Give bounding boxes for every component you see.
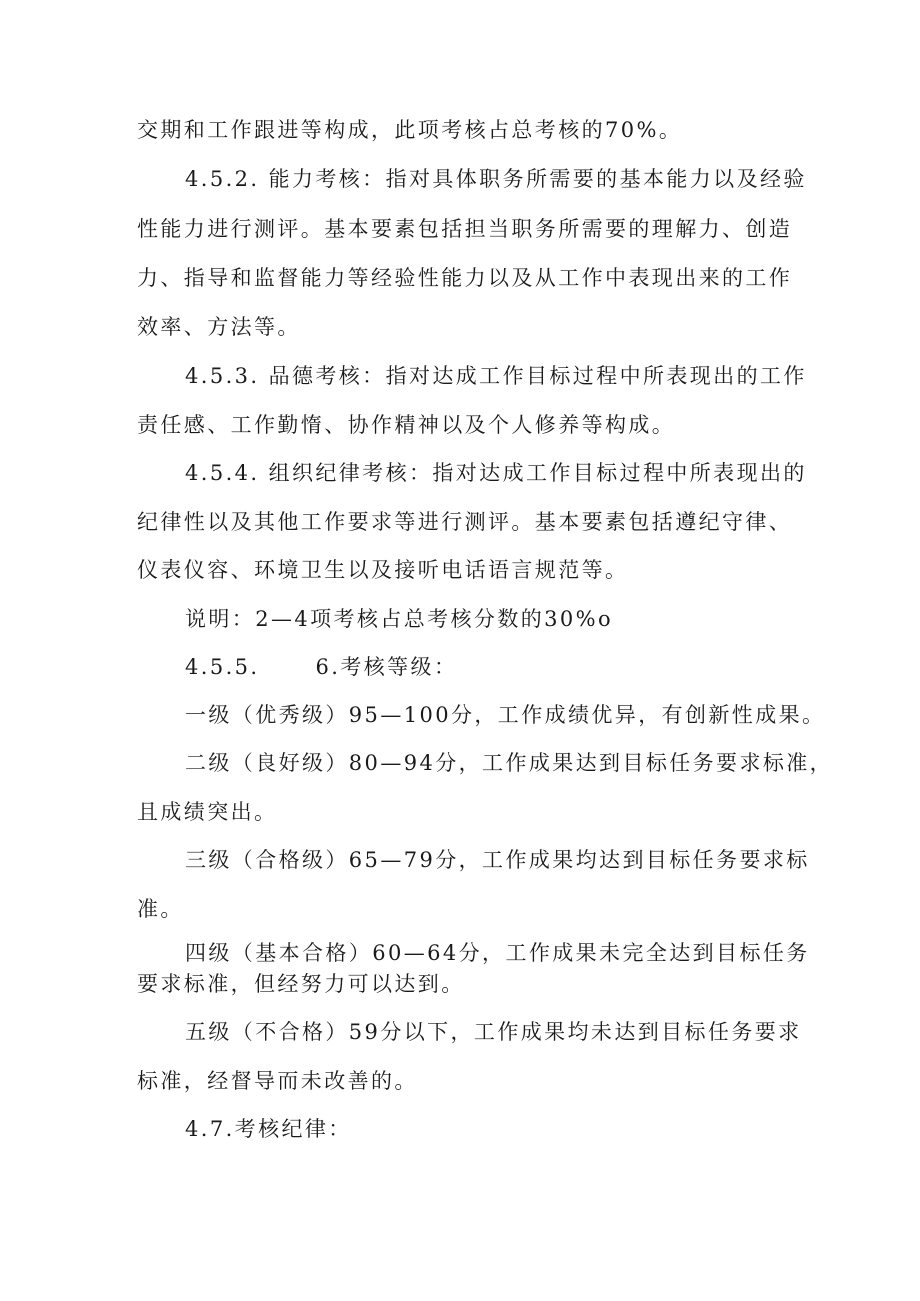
text-line: 交期和工作跟进等构成，此项考核占总考核的70%。 — [137, 118, 683, 142]
text-line: 仪表仪容、环境卫生以及接听电话语言规范等。 — [137, 558, 629, 582]
section-title: 6.考核等级： — [315, 655, 458, 679]
text-line: 要求标准，但经努力可以达到。 — [137, 972, 465, 996]
section-heading-discipline: 4.7.考核纪律： — [185, 1117, 352, 1141]
text-line: 力、指导和监督能力等经验性能力以及从工作中表现出来的工作 — [137, 266, 793, 290]
grade-line: 二级（良好级）80—94分，工作成果达到目标任务要求标准， — [185, 751, 834, 775]
text-line: 4.5.3. 品德考核：指对达成工作目标过程中所表现出的工作 — [185, 364, 807, 388]
text-line: 4.5.2. 能力考核：指对具体职务所需要的基本能力以及经验 — [185, 167, 807, 191]
text-line: 纪律性以及其他工作要求等进行测评。基本要素包括遵纪守律、 — [137, 510, 793, 534]
text-line: 标准，经督导而未改善的。 — [137, 1069, 418, 1093]
text-line: 责任感、工作勤惰、协作精神以及个人修养等构成。 — [137, 413, 676, 437]
grade-line: 一级（优秀级）95—100分，工作成绩优异，有创新性成果。 — [185, 703, 826, 727]
text-line: 且成绩突出。 — [137, 800, 278, 824]
section-heading-grade — [185, 652, 457, 682]
grade-line: 四级（基本合格）60—64分，工作成果未完全达到目标任务 — [185, 941, 810, 965]
text-line: 性能力进行测评。基本要素包括担当职务所需要的理解力、创造 — [137, 217, 793, 241]
text-line: 效率、方法等。 — [137, 315, 301, 339]
text-line: 准。 — [137, 897, 184, 921]
note-line: 说明：2—4项考核占总考核分数的30%o — [185, 607, 614, 631]
grade-line: 三级（合格级）65—79分，工作成果均达到目标任务要求标 — [185, 848, 810, 872]
section-number: 4.5.5. — [185, 655, 260, 679]
text-line: 4.5.4. 组织纪律考核：指对达成工作目标过程中所表现出的 — [185, 461, 807, 485]
grade-line: 五级（不合格）59分以下，工作成果均未达到目标任务要求 — [185, 1020, 802, 1044]
